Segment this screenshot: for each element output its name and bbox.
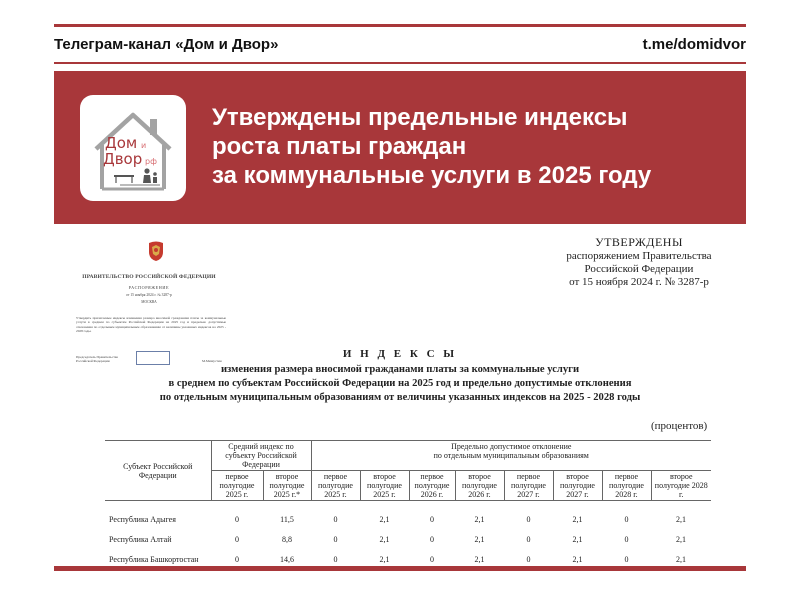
region-name: Республика Башкортостан — [109, 554, 199, 564]
approved-line-1: распоряжением Правительства — [566, 250, 712, 262]
table-cell: 2,1 — [379, 554, 390, 564]
subheader-2: второе полугодие 2025 г.* — [263, 471, 311, 501]
table-cell: 2,1 — [474, 534, 485, 544]
table-cell: 2,1 — [676, 554, 686, 564]
thumb-signer-name: М.Мишустин — [202, 359, 222, 363]
approval-block — [534, 236, 744, 289]
table-cell: 2,1 — [379, 514, 390, 524]
header-average-index: Средний индекс по субъекту Российской Федерации — [211, 441, 311, 471]
unit-label: (процентов) — [651, 420, 708, 432]
region-name: Республика Алтай — [109, 534, 172, 544]
indexes-table — [105, 440, 711, 569]
subheader-5: первое полугодие 2026 г. — [409, 471, 455, 501]
thumb-signer-line-2: Российской Федерации — [76, 359, 110, 364]
headline-banner — [54, 71, 746, 224]
bottom-rule — [54, 566, 746, 571]
header-deviation — [311, 441, 711, 471]
indexes-title: И Н Д Е К С Ы — [342, 348, 458, 360]
table-cell: 2,1 — [676, 534, 686, 544]
table-cell: 2,1 — [572, 534, 583, 544]
table-cell: 0 — [333, 534, 338, 544]
headline-line-1: Утверждены предельные индексы — [212, 104, 628, 131]
table-cell: 8,8 — [282, 534, 292, 544]
table-cell: 0 — [526, 534, 531, 544]
logo-small-rf: рф — [145, 157, 157, 166]
subheader-8: второе полугодие 2027 г. — [553, 471, 602, 501]
thumb-signer-line-1: Председатель Правительства — [76, 355, 118, 359]
headline-line-3: за коммунальные услуги в 2025 году — [212, 162, 652, 189]
thumb-body: Утвердить прилагаемые индексы изменения размера вносимой гражданами платы за коммунальные услуги в среднем по субъектам Российской Федерации на 2025 год и предельно допустимые отклонения по отдельным муниципальным образованиям от величины указанных индексов на 2025 - 2028 годы. — [76, 316, 226, 334]
table-cell: 0 — [235, 554, 239, 564]
channel-link[interactable]: t.me/domidvor — [642, 36, 746, 53]
house-logo-icon — [80, 95, 186, 201]
thumb-type: РАСПОРЯЖЕНИЕ — [128, 285, 170, 290]
table-cell: 2,1 — [379, 534, 390, 544]
table-cell: 0 — [430, 534, 434, 544]
header-subject: Субъект Российской Федерации — [105, 441, 211, 501]
thumb-city: МОСКВА — [141, 300, 157, 304]
channel-name: Телеграм-канал «Дом и Двор» — [54, 36, 279, 53]
table-cell: 2,1 — [572, 514, 583, 524]
table-cell: 0 — [526, 514, 531, 524]
headline — [212, 103, 651, 190]
subheader-1: первое полугодие 2025 г. — [211, 471, 263, 501]
table-cell: 2,1 — [572, 554, 583, 564]
approved-line-3: от 15 ноября 2024 г. № 3287-р — [569, 276, 709, 288]
header-deviation-line-2: по отдельным муниципальным образованиям — [433, 451, 589, 460]
table-cell: 0 — [333, 554, 338, 564]
table-cell: 11,5 — [280, 514, 294, 524]
subheader-6: второе полугодие 2026 г. — [455, 471, 504, 501]
indexes-sub-2: в среднем по субъектам Российской Федерации на 2025 год и предельно допустимые отклонения — [168, 378, 632, 389]
indexes-sub-3: по отдельным муниципальным образованиям от величины указанных индексов на 2025 - 2028 годы — [159, 392, 641, 403]
table-row — [105, 509, 711, 529]
header-divider — [54, 62, 746, 64]
table-cell: 2,1 — [676, 514, 686, 524]
table-cell: 2,1 — [474, 514, 485, 524]
subheader-4: второе полугодие 2025 г. — [360, 471, 409, 501]
table-cell: 0 — [526, 554, 531, 564]
table-cell: 0 — [624, 534, 629, 544]
approved-line-2: Российской Федерации — [584, 263, 694, 275]
table-cell: 0 — [333, 514, 338, 524]
logo-word-dvor: Двор — [103, 150, 143, 168]
table-cell: 0 — [430, 514, 434, 524]
coat-of-arms-icon — [146, 240, 166, 262]
subheader-9: первое полугодие 2028 г. — [602, 471, 651, 501]
subheader-10: второе полугодие 2028 г. — [651, 471, 711, 501]
subheader-3: первое полугодие 2025 г. — [311, 471, 360, 501]
region-name: Республика Адыгея — [109, 514, 176, 524]
approved-title: УТВЕРЖДЕНЫ — [595, 235, 683, 249]
table-row — [105, 529, 711, 549]
document-image — [54, 230, 746, 564]
table-cell: 0 — [624, 554, 629, 564]
indexes-subtitle — [54, 363, 746, 405]
table-cell: 0 — [624, 514, 629, 524]
table-cell: 0 — [235, 534, 239, 544]
top-rule — [54, 24, 746, 27]
logo-word-dom: Дом — [105, 134, 138, 152]
subheader-7: первое полугодие 2027 г. — [504, 471, 553, 501]
indexes-sub-1: изменения размера вносимой гражданами платы за коммунальные услуги — [220, 364, 580, 375]
dom-i-dvor-logo — [80, 95, 186, 201]
headline-line-2: роста платы граждан — [212, 133, 467, 160]
table-cell: 0 — [235, 514, 239, 524]
table-cell: 2,1 — [474, 554, 485, 564]
thumb-title: ПРАВИТЕЛЬСТВО РОССИЙСКОЙ ФЕДЕРАЦИИ — [82, 274, 216, 280]
thumb-date: от 15 ноября 2024 г. № 3287-р — [126, 293, 172, 297]
header-deviation-line-1: Предельно допустимое отклонение — [451, 442, 572, 451]
table-cell: 14,6 — [280, 554, 294, 564]
logo-small-i: и — [141, 141, 147, 150]
table-cell: 0 — [430, 554, 434, 564]
